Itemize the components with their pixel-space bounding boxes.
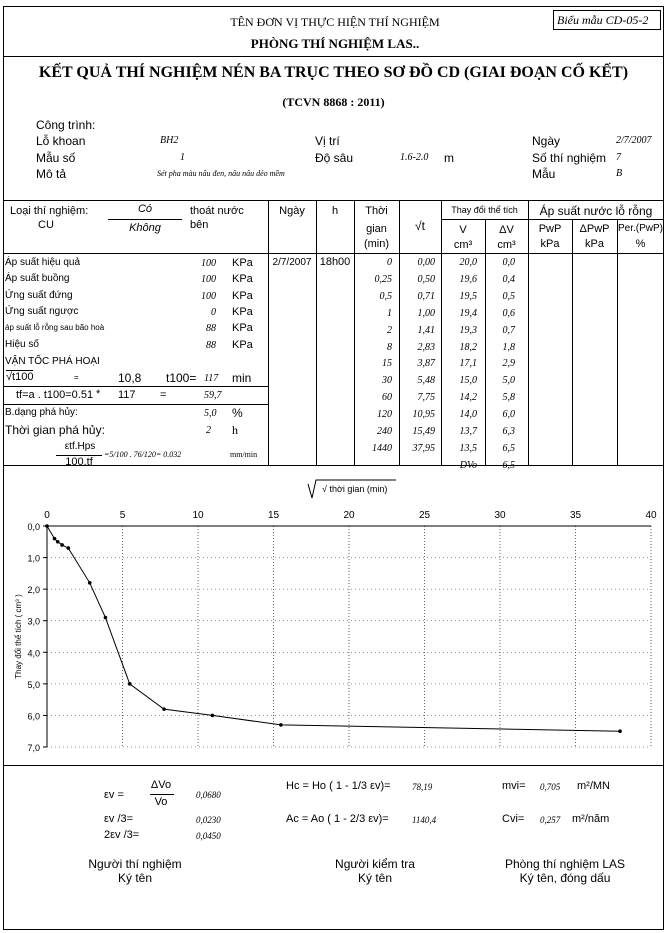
col-sep <box>268 200 269 465</box>
test-no-label: Số thí nghiệm <box>532 151 607 165</box>
failure-time-unit: h <box>232 423 238 437</box>
failure-time-value: 2 <box>206 425 211 436</box>
rate-numerator: εtf.Hps <box>64 441 96 452</box>
data-point <box>279 723 283 727</box>
reading-cell-v: 19,5 <box>459 290 477 302</box>
desc-label: Mô tả <box>36 167 67 181</box>
reading-cell-dv: 0,4 <box>502 273 515 285</box>
reading-cell-dv: 1,8 <box>502 341 515 353</box>
project-label: Công trình: <box>36 118 96 132</box>
reading-cell-t: 0 <box>387 257 392 268</box>
tester-title: Người thí nghiệm <box>88 857 182 871</box>
borehole-value: BH2 <box>160 135 179 146</box>
reading-cell-sqrt: 0,00 <box>417 257 435 268</box>
reading-cell-t: 15 <box>382 358 392 370</box>
sqrt-t100-value: 10,8 <box>118 371 142 385</box>
x-tick-label: 10 <box>192 510 204 521</box>
test-no-value: 7 <box>616 152 621 163</box>
y-tick-label: 1,0 <box>27 553 40 564</box>
chart-bottom-line <box>3 765 664 766</box>
reading-date: 2/7/2007 <box>272 257 312 268</box>
tf-a: 117 <box>118 389 136 401</box>
data-point <box>45 524 49 528</box>
borehole-label: Lỗ khoan <box>36 134 86 148</box>
time-col-header-2: gian <box>366 223 387 235</box>
rate-unit: mm/min <box>230 450 258 459</box>
eq-sign: = <box>74 373 79 382</box>
depth-unit: m <box>444 151 454 165</box>
reading-cell-sqrt: 1,41 <box>417 324 435 336</box>
t100-value: 117 <box>204 373 219 384</box>
param-value: 0 <box>211 307 216 318</box>
reading-cell-dv: 0,6 <box>502 307 515 319</box>
param-label: Ứng suất đứng <box>5 290 73 301</box>
data-point <box>104 616 108 620</box>
sample-label: Mẫu <box>532 167 556 181</box>
param-label: Ứng suất ngược <box>5 306 79 317</box>
param-value: 100 <box>201 258 216 269</box>
y-axis-label: Thay đổi thể tích ( cm³ ) <box>14 594 23 679</box>
reading-cell-v: 17,1 <box>459 358 477 370</box>
form-code: Biểu mẫu CD-05-2 <box>553 10 661 30</box>
ev-numerator: ΔVo <box>150 779 172 791</box>
mv-unit: m²/MN <box>577 780 610 792</box>
reading-cell-v: 19,3 <box>459 324 477 336</box>
sqrt-t100: √t100 <box>6 371 34 383</box>
x-tick-label: 35 <box>569 510 582 521</box>
row-line <box>3 404 268 405</box>
data-point <box>53 537 57 541</box>
mv-value: 0,705 <box>540 782 561 792</box>
desc-value: Sét pha màu nâu đen, nâu nâu dẻo mềm <box>157 169 285 178</box>
y-tick-label: 2,0 <box>27 585 40 596</box>
dpwp-unit: kPa <box>585 238 604 250</box>
reading-cell-dv: 6,0 <box>502 409 515 421</box>
reading-cell-dv: 0,0 <box>502 257 515 268</box>
y-tick-label: 3,0 <box>27 616 40 627</box>
sample-no-value: 1 <box>180 152 185 163</box>
x-tick-label: 30 <box>494 510 506 521</box>
param-value: 88 <box>206 340 216 351</box>
reading-cell-t: 0,25 <box>374 273 392 285</box>
reading-cell-sqrt: 2,83 <box>417 341 435 353</box>
lab-signature-title: Phòng thí nghiệm LAS <box>504 857 626 871</box>
ev23-label: 2εv /3= <box>104 829 140 841</box>
tf-value: 59,7 <box>204 390 222 401</box>
reading-cell-t: 1 <box>387 307 392 319</box>
test-type-value: CU <box>38 219 54 231</box>
min-unit: min <box>232 371 252 385</box>
param-unit: KPa <box>232 306 253 318</box>
header-bottom-line <box>3 253 664 254</box>
rate-expression: =5/100 . 76/120= 0.032 <box>104 450 182 459</box>
data-point <box>56 540 60 544</box>
col-sep <box>617 219 618 465</box>
ev-value: 0,0680 <box>196 790 221 800</box>
data-point <box>211 714 215 718</box>
ev-label: εv = <box>104 789 124 801</box>
t100-label: t100= <box>166 371 197 385</box>
reading-cell-t: 0,5 <box>379 290 392 302</box>
data-series-line <box>47 526 620 731</box>
reading-cell-t: 1440 <box>372 442 392 454</box>
dv-unit: cm³ <box>497 239 516 251</box>
reading-cell-v: 15,0 <box>459 375 477 387</box>
reading-cell-sqrt: 0,71 <box>417 290 435 302</box>
reading-cell-v: 13,7 <box>459 426 477 437</box>
strain-unit: % <box>232 406 243 420</box>
reading-cell-sqrt: 5,48 <box>417 375 435 387</box>
lab-name: PHÒNG THÍ NGHIỆM LAS.. <box>250 36 420 51</box>
row-line <box>3 386 268 387</box>
table-top-border <box>3 200 664 201</box>
date-value: 2/7/2007 <box>616 135 652 146</box>
standard: (TCVN 8868 : 2011) <box>282 95 385 109</box>
depth-value: 1.6-2.0 <box>400 152 429 163</box>
ev23-value: 0,0450 <box>196 831 221 841</box>
checker-sign: Ký tên <box>357 871 393 885</box>
data-point <box>88 581 92 585</box>
param-value: 100 <box>201 291 216 302</box>
reading-cell-v: 13,5 <box>459 442 477 454</box>
fraction-line <box>108 219 182 220</box>
org-name: TÊN ĐƠN VỊ THỰC HIỆN THÍ NGHIỆM <box>230 15 440 29</box>
ev-denominator: Vo <box>154 796 168 808</box>
reading-cell-v: 14,0 <box>459 409 477 421</box>
chart-title: √ thời gian (min) <box>322 484 388 494</box>
param-label: áp suất lỗ rỗng sau bão hoà <box>5 323 105 332</box>
test-type-label: Loại thí nghiệm: <box>10 205 89 217</box>
param-label: Áp suất buồng <box>5 273 70 284</box>
perpwp-col-header: Per.(PwP) <box>617 223 663 234</box>
location-label: Vị trí <box>315 134 340 148</box>
rate-denominator: 100.tf <box>65 456 93 468</box>
cv-value: 0,257 <box>540 815 561 825</box>
velocity-label: VẬN TỐC PHÁ HOẠI <box>5 356 100 367</box>
reading-hour: 18h00 <box>319 256 351 268</box>
param-label: Hiệu số <box>5 339 39 350</box>
reading-cell-sqrt: 7,75 <box>417 392 435 404</box>
sample-value: B <box>616 168 623 179</box>
mv-label: mvi= <box>502 780 526 792</box>
y-tick-label: 7,0 <box>27 743 40 753</box>
subheader-line <box>441 219 664 220</box>
reading-cell-sqrt: 3,87 <box>417 358 435 370</box>
x-tick-label: 0 <box>44 510 50 521</box>
reading-cell-dv: 0,7 <box>502 324 515 336</box>
strain-value: 5,0 <box>204 408 217 419</box>
hc-value: 78,19 <box>412 782 433 792</box>
date-label: Ngày <box>532 134 561 148</box>
reading-cell-dv: 6,5 <box>502 442 515 454</box>
param-value: 88 <box>206 323 216 334</box>
reading-cell-t: 30 <box>382 375 392 387</box>
y-tick-label: 4,0 <box>27 648 40 659</box>
time-col-header-1: Thời <box>365 205 388 217</box>
header-divider <box>3 56 664 57</box>
reading-cell-v: 14,2 <box>459 392 477 404</box>
reading-cell-t: 120 <box>377 409 392 421</box>
reading-cell-t: 2 <box>387 324 392 336</box>
cv-label: Cvi= <box>502 813 525 825</box>
ev-fraction-line <box>150 794 174 795</box>
reading-cell-sqrt: 1,00 <box>417 307 435 319</box>
param-unit: KPa <box>232 257 253 269</box>
drain-yes: Có <box>137 203 153 215</box>
reading-cell-v: DVo <box>459 459 477 471</box>
drainage-label: thoát nước <box>190 205 244 217</box>
reading-cell-dv: 5,0 <box>502 375 515 387</box>
reading-cell-v: 18,2 <box>459 341 477 353</box>
x-tick-label: 5 <box>119 510 126 521</box>
reading-cell-t: 8 <box>387 341 392 353</box>
reading-cell-v: 19,4 <box>459 307 477 319</box>
reading-cell-sqrt: 15,49 <box>412 426 435 437</box>
tf-eq: = <box>160 389 167 401</box>
perpwp-unit: % <box>635 238 646 250</box>
failure-time-label: Thời gian phá hủy: <box>5 423 105 437</box>
ev3-label: εv /3= <box>104 813 134 825</box>
y-tick-label: 6,0 <box>27 711 40 722</box>
reading-cell-sqrt: 37,95 <box>412 442 435 454</box>
pwp-col-header: PwP <box>538 223 562 235</box>
side-label: bên <box>190 219 209 231</box>
reading-cell-v: 20,0 <box>459 257 477 268</box>
v-col-header: V <box>459 224 467 236</box>
date-col-header: Ngày <box>279 205 305 217</box>
pore-pressure-header: Áp suất nước lỗ rỗng <box>539 204 653 218</box>
v-unit: cm³ <box>453 239 473 251</box>
sqrt-col-header: √t <box>415 219 425 233</box>
hc-label: Hc = Ho ( 1 - 1/3 εv)= <box>286 780 391 792</box>
param-unit: KPa <box>232 322 253 334</box>
col-sep <box>316 200 317 465</box>
col-sep <box>572 219 573 465</box>
reading-cell-dv: 5,8 <box>502 392 515 404</box>
x-tick-label: 40 <box>645 510 657 521</box>
ac-label: Ac = Ao ( 1 - 2/3 εv)= <box>286 813 389 825</box>
ev3-value: 0,0230 <box>196 815 221 825</box>
param-unit: KPa <box>232 273 253 285</box>
data-point <box>618 729 622 733</box>
param-value: 100 <box>201 274 216 285</box>
table-bottom-line <box>3 465 664 466</box>
param-unit: KPa <box>232 290 253 302</box>
data-point <box>162 707 166 711</box>
reading-cell-dv: 0,5 <box>502 290 515 302</box>
time-col-header-3: (min) <box>363 238 390 250</box>
vol-change-header: Thay đổi thể tích <box>451 205 518 215</box>
x-tick-label: 25 <box>418 510 431 521</box>
checker-title: Người kiểm tra <box>335 857 415 871</box>
param-label: Áp suất hiệu quả <box>5 257 81 268</box>
h-col-header: h <box>331 205 339 217</box>
data-point <box>128 682 132 686</box>
reading-cell-t: 60 <box>382 392 392 404</box>
dv-col-header: ΔV <box>499 224 514 236</box>
x-tick-label: 15 <box>267 510 280 521</box>
depth-label: Độ sâu <box>315 151 354 165</box>
volume-change-chart <box>0 470 668 765</box>
reading-cell-dv: 6,3 <box>502 426 515 437</box>
dpwp-col-header: ΔPwP <box>579 223 610 235</box>
reading-cell-sqrt: 0,50 <box>417 273 435 285</box>
lab-sign: Ký tên, đóng dấu <box>519 871 611 885</box>
reading-cell-dv: 6,5 <box>502 459 515 471</box>
report-title: KẾT QUẢ THÍ NGHIỆM NÉN BA TRỤC THEO SƠ ĐỒ CD (GIAI ĐOẠN CỐ KẾT) <box>38 64 629 81</box>
data-point <box>66 546 70 550</box>
cv-unit: m²/năm <box>572 813 610 825</box>
param-unit: KPa <box>232 339 253 351</box>
y-tick-label: 0,0 <box>27 522 40 532</box>
y-tick-label: 5,0 <box>27 679 40 690</box>
reading-cell-dv: 2,9 <box>502 358 515 370</box>
x-tick-label: 20 <box>343 510 355 521</box>
pwp-unit: kPa <box>540 238 560 250</box>
tester-sign: Ký tên <box>117 871 153 885</box>
reading-cell-t: 240 <box>377 426 392 437</box>
reading-cell-v: 19,6 <box>459 273 477 285</box>
ac-value: 1140,4 <box>412 815 437 825</box>
tf-star: * <box>96 388 101 400</box>
data-point <box>60 543 64 547</box>
drain-no: Không <box>129 222 161 234</box>
strain-label: B.dạng phá hủy: <box>5 407 78 418</box>
tf-label: tf=a . t100=0.51 <box>16 389 94 401</box>
reading-cell-sqrt: 10,95 <box>412 409 435 421</box>
sample-no-label: Mẫu số <box>36 151 76 165</box>
